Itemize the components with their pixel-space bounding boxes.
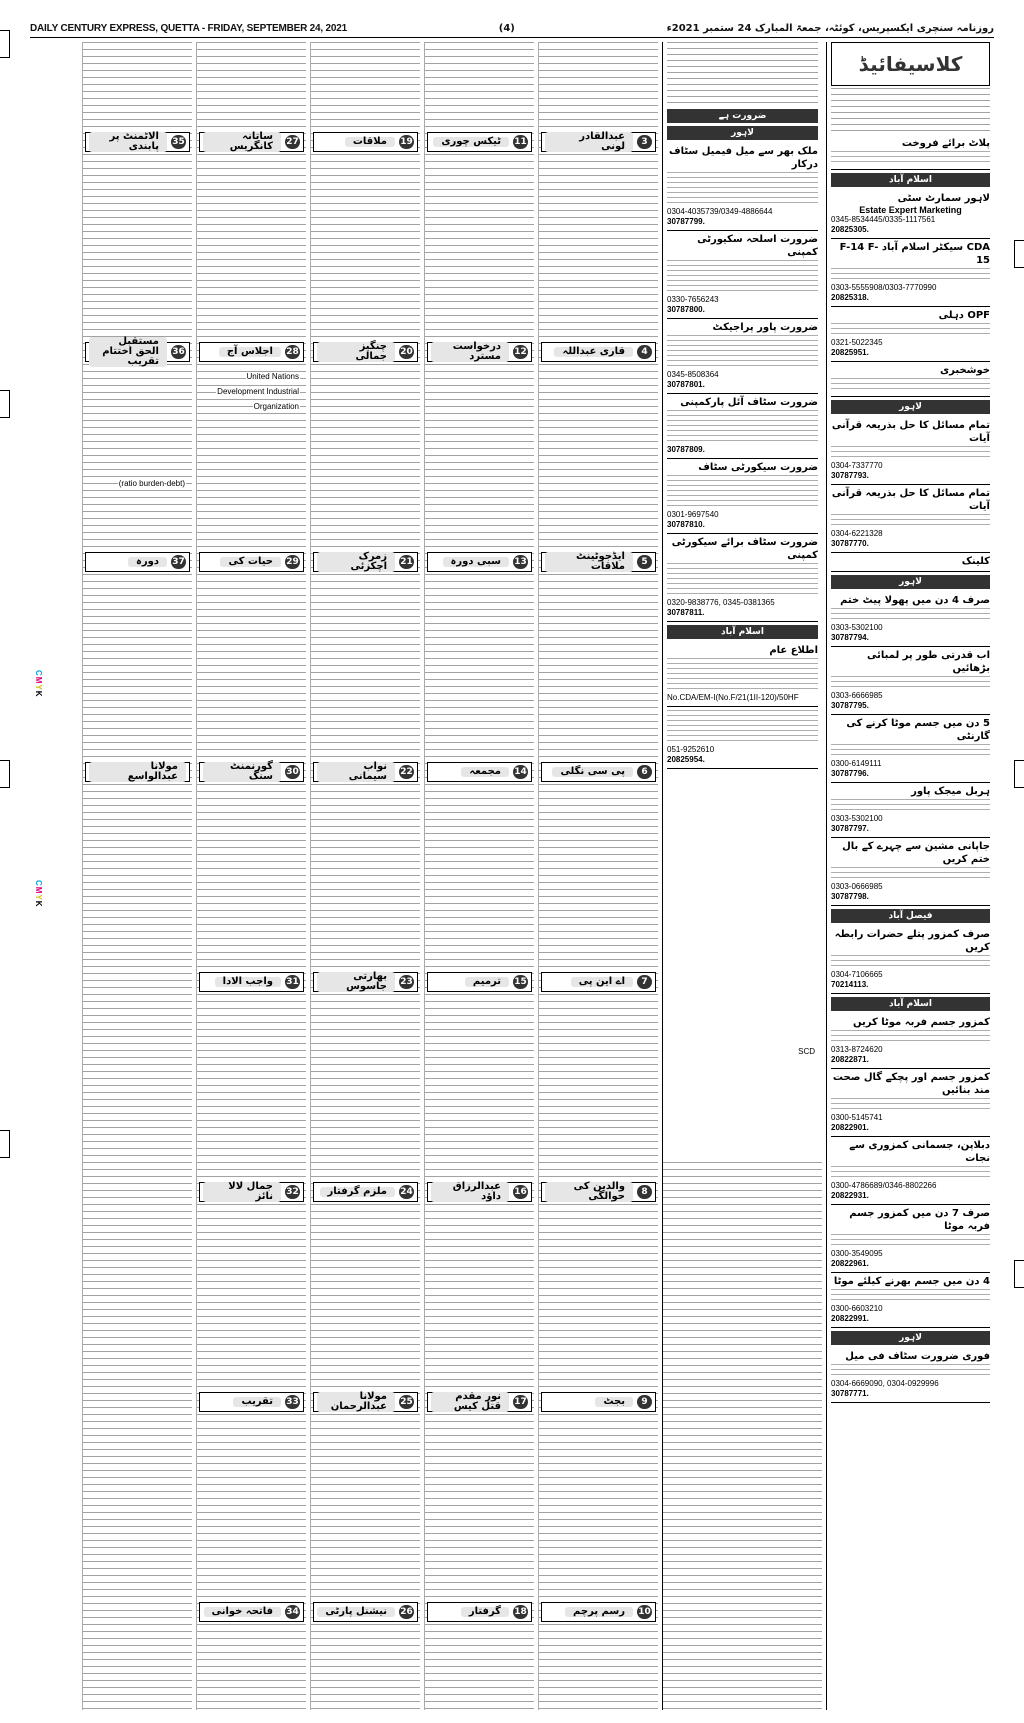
section-number: 3 (637, 135, 652, 149)
section-title: ملاقات (345, 137, 395, 147)
ad-body-text (831, 608, 990, 622)
news-section-heading (313, 1392, 418, 1412)
section-number: 22 (400, 767, 413, 777)
ad-body-text (831, 676, 990, 690)
ad-body-text (831, 1030, 990, 1044)
ad-phone: 0303-5555908/0303-7770990 (831, 283, 937, 292)
news-section-heading (313, 762, 418, 782)
news-section-heading (541, 1602, 656, 1622)
ad-code: 20822961. (831, 1259, 869, 1268)
ad-phone: 0304-7106665 (831, 970, 883, 979)
classified-city-label: لاہور (831, 1331, 990, 1345)
ad-phone: 0321-5022345 (831, 338, 883, 347)
ad-phone: 0303-5302100 (831, 814, 883, 823)
news-section-heading (313, 132, 418, 152)
ad-code: 20822931. (831, 1191, 869, 1200)
ad-body-text (667, 658, 818, 692)
classified-ad (831, 190, 990, 239)
section-title: ملزم گرفتار (320, 1187, 395, 1197)
section-title: زمرک اچکزئی (317, 552, 395, 572)
ad-heading: جاپانی مشین سے چہرے کے بال ختم کریں (842, 841, 990, 865)
job-ad (667, 231, 818, 319)
section-title: سبی دورہ (443, 557, 509, 567)
ad-heading: کمزور جسم اور پچکے گال صحت مند بنائیں (832, 1072, 990, 1096)
section-title: مجمعہ (461, 767, 509, 777)
newspaper-page (30, 20, 994, 1710)
section-title: چنگیز جمالی (317, 342, 395, 362)
news-section-heading (541, 1392, 656, 1412)
news-section-heading (313, 1602, 418, 1622)
ad-body-text (831, 867, 990, 881)
section-title: واجب الادا (215, 977, 281, 987)
ad-heading: پلاٹ برائے فروخت (901, 138, 990, 149)
classified-city-label: اسلام آباد (667, 625, 818, 639)
ad-body-text (831, 955, 990, 969)
job-ads-label: ضرورت ہے (667, 109, 818, 123)
ad-phone: 051-9252610 (667, 745, 715, 754)
ad-code: 30787800. (667, 305, 705, 314)
page-header (30, 20, 994, 38)
classified-ad (831, 1273, 990, 1328)
classifieds-masthead (831, 42, 990, 86)
ad-heading: ہربل میجک پاور (911, 786, 990, 797)
news-section-heading (541, 342, 656, 362)
ad-heading: کلینک (961, 556, 990, 567)
section-number: 11 (514, 137, 527, 147)
classified-ad (831, 135, 990, 170)
crop-mark (0, 30, 10, 58)
crop-mark (1014, 240, 1024, 268)
ad-body-text (831, 1098, 990, 1112)
classified-ad (831, 1205, 990, 1273)
section-title: قاری عبداللہ (554, 347, 633, 357)
news-section-heading (199, 1392, 304, 1412)
section-number: 5 (637, 555, 652, 569)
ad-heading: ضرورت سیکورٹی سٹاف (698, 462, 818, 473)
job-ad (667, 534, 818, 622)
section-title: عبدالرزاق داؤد (431, 1182, 509, 1202)
news-section-heading (313, 972, 418, 992)
ad-heading: صرف 7 دن میں کمزور جسم فربہ موٹا (849, 1208, 990, 1232)
ad-body-text (831, 268, 990, 282)
classified-ad (831, 307, 990, 362)
ad-body-text (667, 335, 818, 369)
page-number: (4) (498, 23, 515, 34)
classified-ad (831, 592, 990, 647)
section-number: 37 (172, 557, 185, 567)
ad-code: 20825954. (667, 755, 705, 764)
section-title: گرفتار (461, 1607, 509, 1617)
section-number: 28 (286, 347, 299, 357)
section-title: والدین کی حوالگی (545, 1182, 633, 1202)
ad-code: 30787810. (667, 520, 705, 529)
section-title: مولانا عبدالواسع (89, 762, 186, 782)
ad-code: 70214113. (831, 980, 869, 989)
news-section-heading (427, 342, 532, 362)
section-number: 10 (638, 1607, 651, 1617)
section-title: عبدالقادر لونی (545, 132, 633, 152)
ad-heading: ضرورت سٹاف برائے سیکورٹی کمپنی (671, 537, 818, 561)
ad-heading: کمزور جسم فربہ موٹا کریں (852, 1017, 990, 1028)
classified-ad (831, 1137, 990, 1205)
news-section-heading (199, 1602, 304, 1622)
inline-english-text: United Nations (246, 372, 299, 381)
ad-heading: خوشخبری (940, 365, 990, 376)
job-ads-intro-text (667, 42, 818, 106)
news-text-block (311, 42, 420, 1710)
ad-heading: تمام مسائل کا حل بذریعہ قرآنی آیات (831, 488, 990, 512)
section-number: 16 (514, 1187, 527, 1197)
ad-code: 30787793. (831, 471, 869, 480)
ad-body-text (831, 799, 990, 813)
classified-ad (831, 362, 990, 397)
ad-body-text (831, 1234, 990, 1248)
job-ad (667, 707, 818, 769)
job-ads-city: لاہور (667, 126, 818, 140)
section-title: ایڈجوٹینٹ ملاقات (545, 552, 633, 572)
section-number: 35 (172, 137, 185, 147)
ad-code: 30787798. (831, 892, 869, 901)
classified-city-label: لاہور (831, 400, 990, 414)
ad-phone: 0320-9838776, 0345-0381365 (667, 598, 775, 607)
news-section-heading (541, 972, 656, 992)
news-column-6 (196, 42, 306, 1710)
ad-code: 20825305. (831, 225, 869, 234)
classified-ad (831, 715, 990, 783)
ad-heading: صرف 4 دن میں پھولا پیٹ ختم (840, 595, 990, 606)
ad-code: 30787797. (831, 824, 869, 833)
ad-code: 30787801. (667, 380, 705, 389)
section-number: 33 (286, 1397, 299, 1407)
job-ad (667, 143, 818, 231)
ad-phone: 0303-5302100 (831, 623, 883, 632)
ad-code: 30787770. (831, 539, 869, 548)
section-number: 14 (514, 767, 527, 777)
news-section-heading (85, 132, 190, 152)
inline-english-text: Organization (253, 402, 299, 411)
header-english-masthead: DAILY CENTURY EXPRESS, QUETTA - FRIDAY, SEPTEMBER 24, 2021 (30, 23, 348, 34)
ad-body-text (667, 172, 818, 206)
ad-code: 30787796. (831, 769, 869, 778)
news-text-block (197, 42, 306, 1710)
section-title: پی سی نگلی (552, 767, 633, 777)
news-column-4 (424, 42, 534, 1710)
classified-city-label: اسلام آباد (831, 997, 990, 1011)
classified-ad (831, 783, 990, 838)
ad-phone: 0303-6666985 (831, 691, 883, 700)
ad-code: 30787811. (667, 608, 705, 617)
ad-body-text (831, 446, 990, 460)
ad-heading: لاہور سمارٹ سٹی (897, 193, 990, 204)
classified-ad (831, 239, 990, 307)
ad-body-text (831, 151, 990, 165)
cmyk-registration: CMYK (34, 880, 43, 908)
ad-phone: 0345-8508364 (667, 370, 719, 379)
news-section-heading (199, 132, 304, 152)
inline-english-text: (ratio burden-debt) (118, 479, 185, 488)
crop-mark (0, 1130, 10, 1158)
ad-phone: 0300-6603210 (831, 1304, 883, 1313)
ad-code: 30787809. (667, 445, 705, 454)
news-section-heading (313, 342, 418, 362)
news-section-heading (427, 1392, 532, 1412)
section-number: 29 (286, 557, 299, 567)
ad-heading: صرف کمزور پتلے حضرات رابطہ کریں (834, 929, 990, 953)
news-section-heading (541, 552, 656, 572)
crop-mark (1014, 760, 1024, 788)
ad-phone: 0300-5145741 (831, 1113, 883, 1122)
ad-heading: CDA سیکٹر اسلام آباد F-14 F-15 (839, 242, 990, 266)
section-title: مستقبل الحق اختتام تقریب (89, 337, 167, 367)
classified-ad (831, 1014, 990, 1069)
ad-phone: 0303-0666985 (831, 882, 883, 891)
section-number: 19 (400, 137, 413, 147)
section-title: فاتحہ خوانی (204, 1607, 281, 1617)
news-text-block (83, 42, 192, 1710)
news-text-block (539, 42, 658, 1710)
ad-heading: ضرورت سٹاف آئل پارکمپنی (680, 397, 818, 408)
job-ad (667, 642, 818, 707)
news-section-heading (199, 1182, 304, 1202)
ad-code: 30787799. (667, 217, 705, 226)
section-number: 6 (637, 765, 652, 779)
ad-body-text (667, 410, 818, 444)
section-number: 31 (286, 977, 299, 987)
news-column-3 (538, 42, 658, 1710)
ad-code: 20822871. (831, 1055, 869, 1064)
section-title: دورہ (128, 557, 167, 567)
news-section-heading (199, 342, 304, 362)
classified-ad (831, 417, 990, 485)
classified-city-label: اسلام آباد (831, 173, 990, 187)
inline-english-text: SCD (798, 1047, 815, 1056)
section-number: 25 (400, 1397, 413, 1407)
section-number: 24 (400, 1187, 413, 1197)
ad-heading: اب قدرتی طور پر لمبائی بڑھائیں (867, 650, 990, 674)
section-number: 7 (637, 975, 652, 989)
news-section-heading (199, 972, 304, 992)
ad-body-text (831, 378, 990, 392)
ad-heading: 4 دن میں جسم بھرنے کیلئے موٹا (833, 1276, 990, 1287)
news-column-5 (310, 42, 420, 1710)
news-section-heading (427, 972, 532, 992)
ad-company-name: Estate Expert Marketing (859, 205, 962, 215)
section-number: 27 (286, 137, 299, 147)
section-number: 30 (286, 767, 299, 777)
section-number: 36 (172, 347, 185, 357)
news-section-heading (541, 1182, 656, 1202)
section-number: 12 (514, 347, 527, 357)
news-section-heading (541, 132, 656, 152)
section-title: رسم پرچم (565, 1607, 633, 1617)
classified-ad (831, 485, 990, 553)
job-ads-list (667, 143, 818, 769)
news-section-heading (313, 552, 418, 572)
classified-ad (831, 926, 990, 994)
section-number: 4 (637, 345, 652, 359)
section-number: 8 (637, 1185, 652, 1199)
news-section-heading (313, 1182, 418, 1202)
section-title: اجلاس آج (219, 347, 281, 357)
ad-heading: OPF دہلی (938, 310, 990, 321)
news-section-heading (85, 552, 190, 572)
section-number: 23 (400, 977, 413, 987)
news-section-heading (199, 552, 304, 572)
section-title: ساتانہ کانگریس (203, 132, 281, 152)
news-section-heading (85, 336, 190, 367)
section-number: 9 (637, 1395, 652, 1409)
ad-phone: 0301-9697540 (667, 510, 719, 519)
news-section-heading (427, 132, 532, 152)
classified-ad (831, 647, 990, 715)
section-number: 34 (286, 1607, 299, 1617)
news-section-heading (199, 762, 304, 782)
section-title: نواب سیمانی (317, 762, 395, 782)
ad-phone: 0304-4035739/0349-4886644 (667, 207, 773, 216)
ad-body-text (831, 514, 990, 528)
news-section-heading (427, 552, 532, 572)
ad-heading: ملک بھر سے میل فیمیل سٹاف درکار (668, 146, 818, 170)
section-title: بجٹ (595, 1397, 633, 1407)
section-title: ٹیکس چوری (433, 137, 509, 147)
ad-heading: فوری ضرورت سٹاف فی میل (845, 1351, 990, 1362)
ad-phone: 0345-8534445/0335-1117561 (831, 215, 936, 224)
ad-heading: دبلاپن، جسمانی کمزوری سے نجات (849, 1140, 990, 1164)
news-section-heading (427, 762, 532, 782)
ad-heading: اطلاع عام (769, 645, 818, 656)
section-title: تقریب (233, 1397, 281, 1407)
ad-heading: 5 دن میں جسم موٹا کرنے کی گارنٹی (846, 718, 990, 742)
ad-body-text (667, 475, 818, 509)
classifieds-intro-text (831, 88, 990, 132)
section-number: 26 (400, 1607, 413, 1617)
job-ad (667, 459, 818, 534)
section-title: نور مقدم قتل کیس (431, 1392, 509, 1412)
ad-code: 20825951. (831, 348, 869, 357)
section-number: 17 (514, 1397, 527, 1407)
section-title: بھارتی جاسوس (317, 972, 395, 992)
ad-code: 20822991. (831, 1314, 869, 1323)
section-number: 18 (514, 1607, 527, 1617)
ad-body-text (667, 260, 818, 294)
ad-code: 30787771. (831, 1389, 869, 1398)
news-section-heading (427, 1182, 532, 1202)
news-text-block (663, 1162, 822, 1710)
ad-phone: 0313-8724620 (831, 1045, 883, 1054)
section-title: الاٹمنٹ پر پابندی (89, 132, 167, 152)
ad-phone: 0304-6669090, 0304-0929996 (831, 1379, 939, 1388)
ad-body-text (831, 744, 990, 758)
ad-body-text (667, 710, 818, 744)
news-section-heading (541, 762, 656, 782)
ad-phone: 0300-3549095 (831, 1249, 883, 1258)
ad-body-text (667, 563, 818, 597)
ad-body-text (831, 1166, 990, 1180)
ad-heading: ضرورت پاور پراجیکٹ (712, 322, 818, 333)
section-number: 13 (514, 557, 527, 567)
section-title: ترمیم (465, 977, 509, 987)
classified-city-label: لاہور (831, 575, 990, 589)
section-title: گورنمنٹ سنگ (203, 762, 281, 782)
section-number: 32 (286, 1187, 299, 1197)
section-title: درخواست مسترد (431, 342, 509, 362)
section-number: 15 (514, 977, 527, 987)
classifieds-ad-list (831, 135, 990, 1403)
section-title: اے این پی (571, 977, 633, 987)
ad-body-text (831, 1289, 990, 1303)
crop-mark (0, 760, 10, 788)
news-section-heading (85, 762, 190, 782)
classified-ad (831, 1069, 990, 1137)
section-number: 20 (400, 347, 413, 357)
ad-heading: ضرورت اسلحہ سکیورٹی کمپنی (697, 234, 818, 258)
ad-phone: 0304-7337770 (831, 461, 883, 470)
ad-code: 30787794. (831, 633, 869, 642)
ad-code: 30787795. (831, 701, 869, 710)
crop-mark (1014, 1260, 1024, 1288)
crop-mark (0, 390, 10, 418)
ad-phone: 0300-6149111 (831, 759, 882, 768)
classifieds-column (826, 42, 994, 1710)
classified-ad (831, 838, 990, 906)
cmyk-registration: CMYK (34, 670, 43, 698)
news-section-heading (427, 1602, 532, 1622)
job-ads-column (662, 42, 822, 1710)
section-title: نیشنل پارٹی (317, 1607, 395, 1617)
news-text-block (425, 42, 534, 1710)
classifieds-title: کلاسیفائیڈ (858, 52, 963, 76)
job-ad (667, 394, 818, 459)
job-ad (667, 319, 818, 394)
ad-phone: 0330-7656243 (667, 295, 719, 304)
columns (30, 42, 994, 1710)
news-column-7 (82, 42, 192, 1710)
ad-heading: تمام مسائل کا حل بذریعہ قرآنی آیات (831, 420, 990, 444)
section-title: مولانا عبدالرحمان (317, 1392, 395, 1412)
ad-phone: 0304-6221328 (831, 529, 883, 538)
section-number: 21 (400, 557, 413, 567)
classified-ad (831, 1348, 990, 1403)
header-urdu-masthead: روزنامہ سنچری ایکسپریس، کوئٹہ، جمعۃ المبارک 24 ستمبر 2021ء (666, 23, 994, 34)
ad-phone: No.CDA/EM-I(No.F/21(1II-120)/50HF (667, 693, 799, 702)
ad-code: 20825318. (831, 293, 869, 302)
ad-body-text (831, 1364, 990, 1378)
classified-city-label: فیصل آباد (831, 909, 990, 923)
inline-english-text: Development Industrial (217, 387, 299, 396)
ad-code: 20822901. (831, 1123, 869, 1132)
section-title: جمال لالا نائز (203, 1182, 281, 1202)
section-title: حیات کی (220, 557, 281, 567)
classified-ad (831, 553, 990, 572)
ad-phone: 0300-4786689/0346-8802266 (831, 1181, 937, 1190)
ad-body-text (831, 323, 990, 337)
